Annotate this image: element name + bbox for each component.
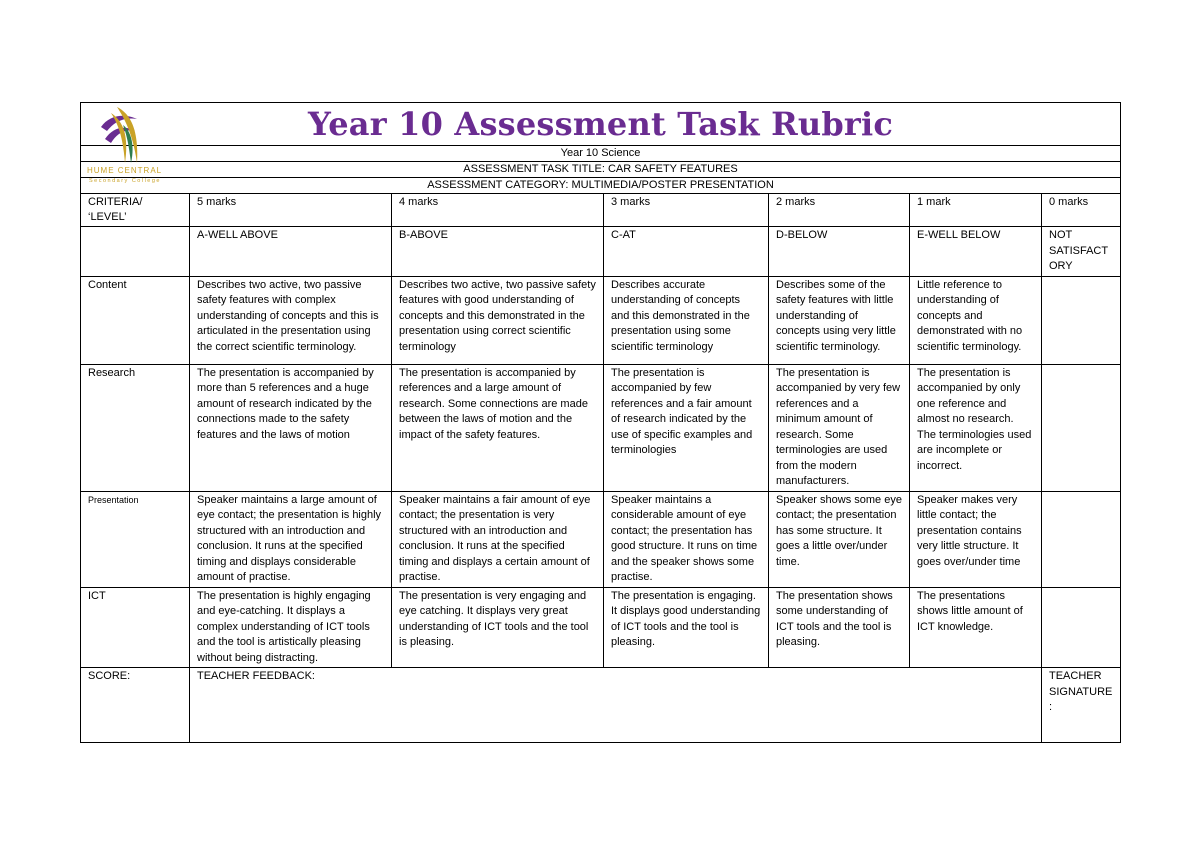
marks-cell: 4 marks — [392, 194, 604, 227]
task-title-text: ASSESSMENT TASK TITLE: CAR SAFETY FEATURES — [81, 162, 1121, 178]
descriptor-cell: The presentation is accompanied by only one reference and almost no research. The terminologies used are incomplete or incorrect. — [910, 364, 1042, 491]
descriptor-cell — [1042, 491, 1121, 587]
criteria-row-research — [81, 364, 1121, 491]
marks-cell: 5 marks — [190, 194, 392, 227]
criteria-row-content — [81, 276, 1121, 364]
descriptor-cell: The presentation is engaging. It displays good understanding of ICT tools and the tool is pleasing. — [604, 587, 769, 668]
descriptor-cell: The presentation is very engaging and eye catching. It displays very great understanding of ICT tools and the tool is pleasing. — [392, 587, 604, 668]
subject-text: Year 10 Science — [81, 146, 1121, 162]
descriptor-cell: The presentation is accompanied by very few references and a minimum amount of research. Some terminologies are used from the modern manufacturers. — [769, 364, 910, 491]
level-cell: C-AT — [604, 227, 769, 277]
descriptor-cell: The presentation is accompanied by few references and a fair amount of research indicated by the use of specific examples and terminologies — [604, 364, 769, 491]
descriptor-cell: Speaker makes very little contact; the presentation contains very little structure. It goes over/under time — [910, 491, 1042, 587]
level-cell: NOT SATISFACTORY — [1042, 227, 1121, 277]
descriptor-cell — [1042, 364, 1121, 491]
descriptor-cell: Describes two active, two passive safety features with complex understanding of concepts and this is articulated in the presentation using the correct scientific terminology. — [190, 276, 392, 364]
page-title: Year 10 Assessment Task Rubric — [307, 105, 894, 143]
criteria-name: Research — [81, 364, 190, 491]
level-cell: D-BELOW — [769, 227, 910, 277]
subject-row — [81, 146, 1121, 162]
logo-subtext: Secondary College — [89, 178, 161, 184]
descriptor-cell — [1042, 276, 1121, 364]
criteria-name: Content — [81, 276, 190, 364]
empty-cell — [81, 227, 190, 277]
descriptor-cell: Little reference to understanding of concepts and demonstrated with no scientific terminology. — [910, 276, 1042, 364]
criteria-row-presentation — [81, 491, 1121, 587]
criteria-row-ict — [81, 587, 1121, 668]
criteria-level-label: CRITERIA/ ‘LEVEL’ — [81, 194, 190, 227]
descriptor-cell: Describes some of the safety features with little understanding of concepts using very little scientific terminology. — [769, 276, 910, 364]
descriptor-cell: Describes two active, two passive safety features with good understanding of concepts and this demonstrated in the presentation using correct scientific terminology — [392, 276, 604, 364]
marks-cell: 0 marks — [1042, 194, 1121, 227]
category-row — [81, 178, 1121, 194]
school-logo-icon — [95, 105, 147, 165]
rubric-table — [80, 102, 1121, 743]
score-label: SCORE: — [81, 668, 190, 743]
teacher-feedback-field[interactable]: TEACHER FEEDBACK: — [190, 668, 1042, 743]
descriptor-cell: Describes accurate understanding of concepts and this demonstrated in the presentation using some scientific terminology — [604, 276, 769, 364]
descriptor-cell: The presentation is accompanied by more than 5 references and a huge amount of research indicated by the connections made to the safety features and the laws of motion — [190, 364, 392, 491]
task-title-row — [81, 162, 1121, 178]
title-row — [81, 103, 1121, 146]
descriptor-cell: The presentation is highly engaging and eye-catching. It displays a complex understanding of ICT tools and the tool is artistically pleasing without being distracting. — [190, 587, 392, 668]
teacher-signature-field[interactable]: TEACHER SIGNATURE: — [1042, 668, 1121, 743]
levels-row — [81, 227, 1121, 277]
marks-cell: 3 marks — [604, 194, 769, 227]
descriptor-cell — [1042, 587, 1121, 668]
level-cell: B-ABOVE — [392, 227, 604, 277]
descriptor-cell: Speaker maintains a considerable amount of eye contact; the presentation has good structure. It runs on time and the speaker shows some practise. — [604, 491, 769, 587]
criteria-name: ICT — [81, 587, 190, 668]
descriptor-cell: The presentation is accompanied by references and a large amount of research. Some connections are made between the laws of motion and the impact of the safety features. — [392, 364, 604, 491]
descriptor-cell: Speaker maintains a large amount of eye contact; the presentation is highly structured with an introduction and conclusion. It runs at the specified timing and displays considerable amount of practise. — [190, 491, 392, 587]
marks-cell: 2 marks — [769, 194, 910, 227]
descriptor-cell: Speaker maintains a fair amount of eye contact; the presentation is very structured with an introduction and conclusion. It runs at the specified timing and displays a certain amount of practise. — [392, 491, 604, 587]
descriptor-cell: The presentations shows little amount of ICT knowledge. — [910, 587, 1042, 668]
level-cell: E-WELL BELOW — [910, 227, 1042, 277]
marks-cell: 1 mark — [910, 194, 1042, 227]
level-cell: A-WELL ABOVE — [190, 227, 392, 277]
logo-text: HUME CENTRAL — [87, 166, 163, 175]
criteria-name: Presentation — [81, 491, 190, 587]
descriptor-cell: The presentation shows some understanding of ICT tools and the tool is pleasing. — [769, 587, 910, 668]
marks-row — [81, 194, 1121, 227]
score-row — [81, 668, 1121, 743]
descriptor-cell: Speaker shows some eye contact; the presentation has some structure. It goes a little over/under time. — [769, 491, 910, 587]
category-text: ASSESSMENT CATEGORY: MULTIMEDIA/POSTER PRESENTATION — [81, 178, 1121, 194]
